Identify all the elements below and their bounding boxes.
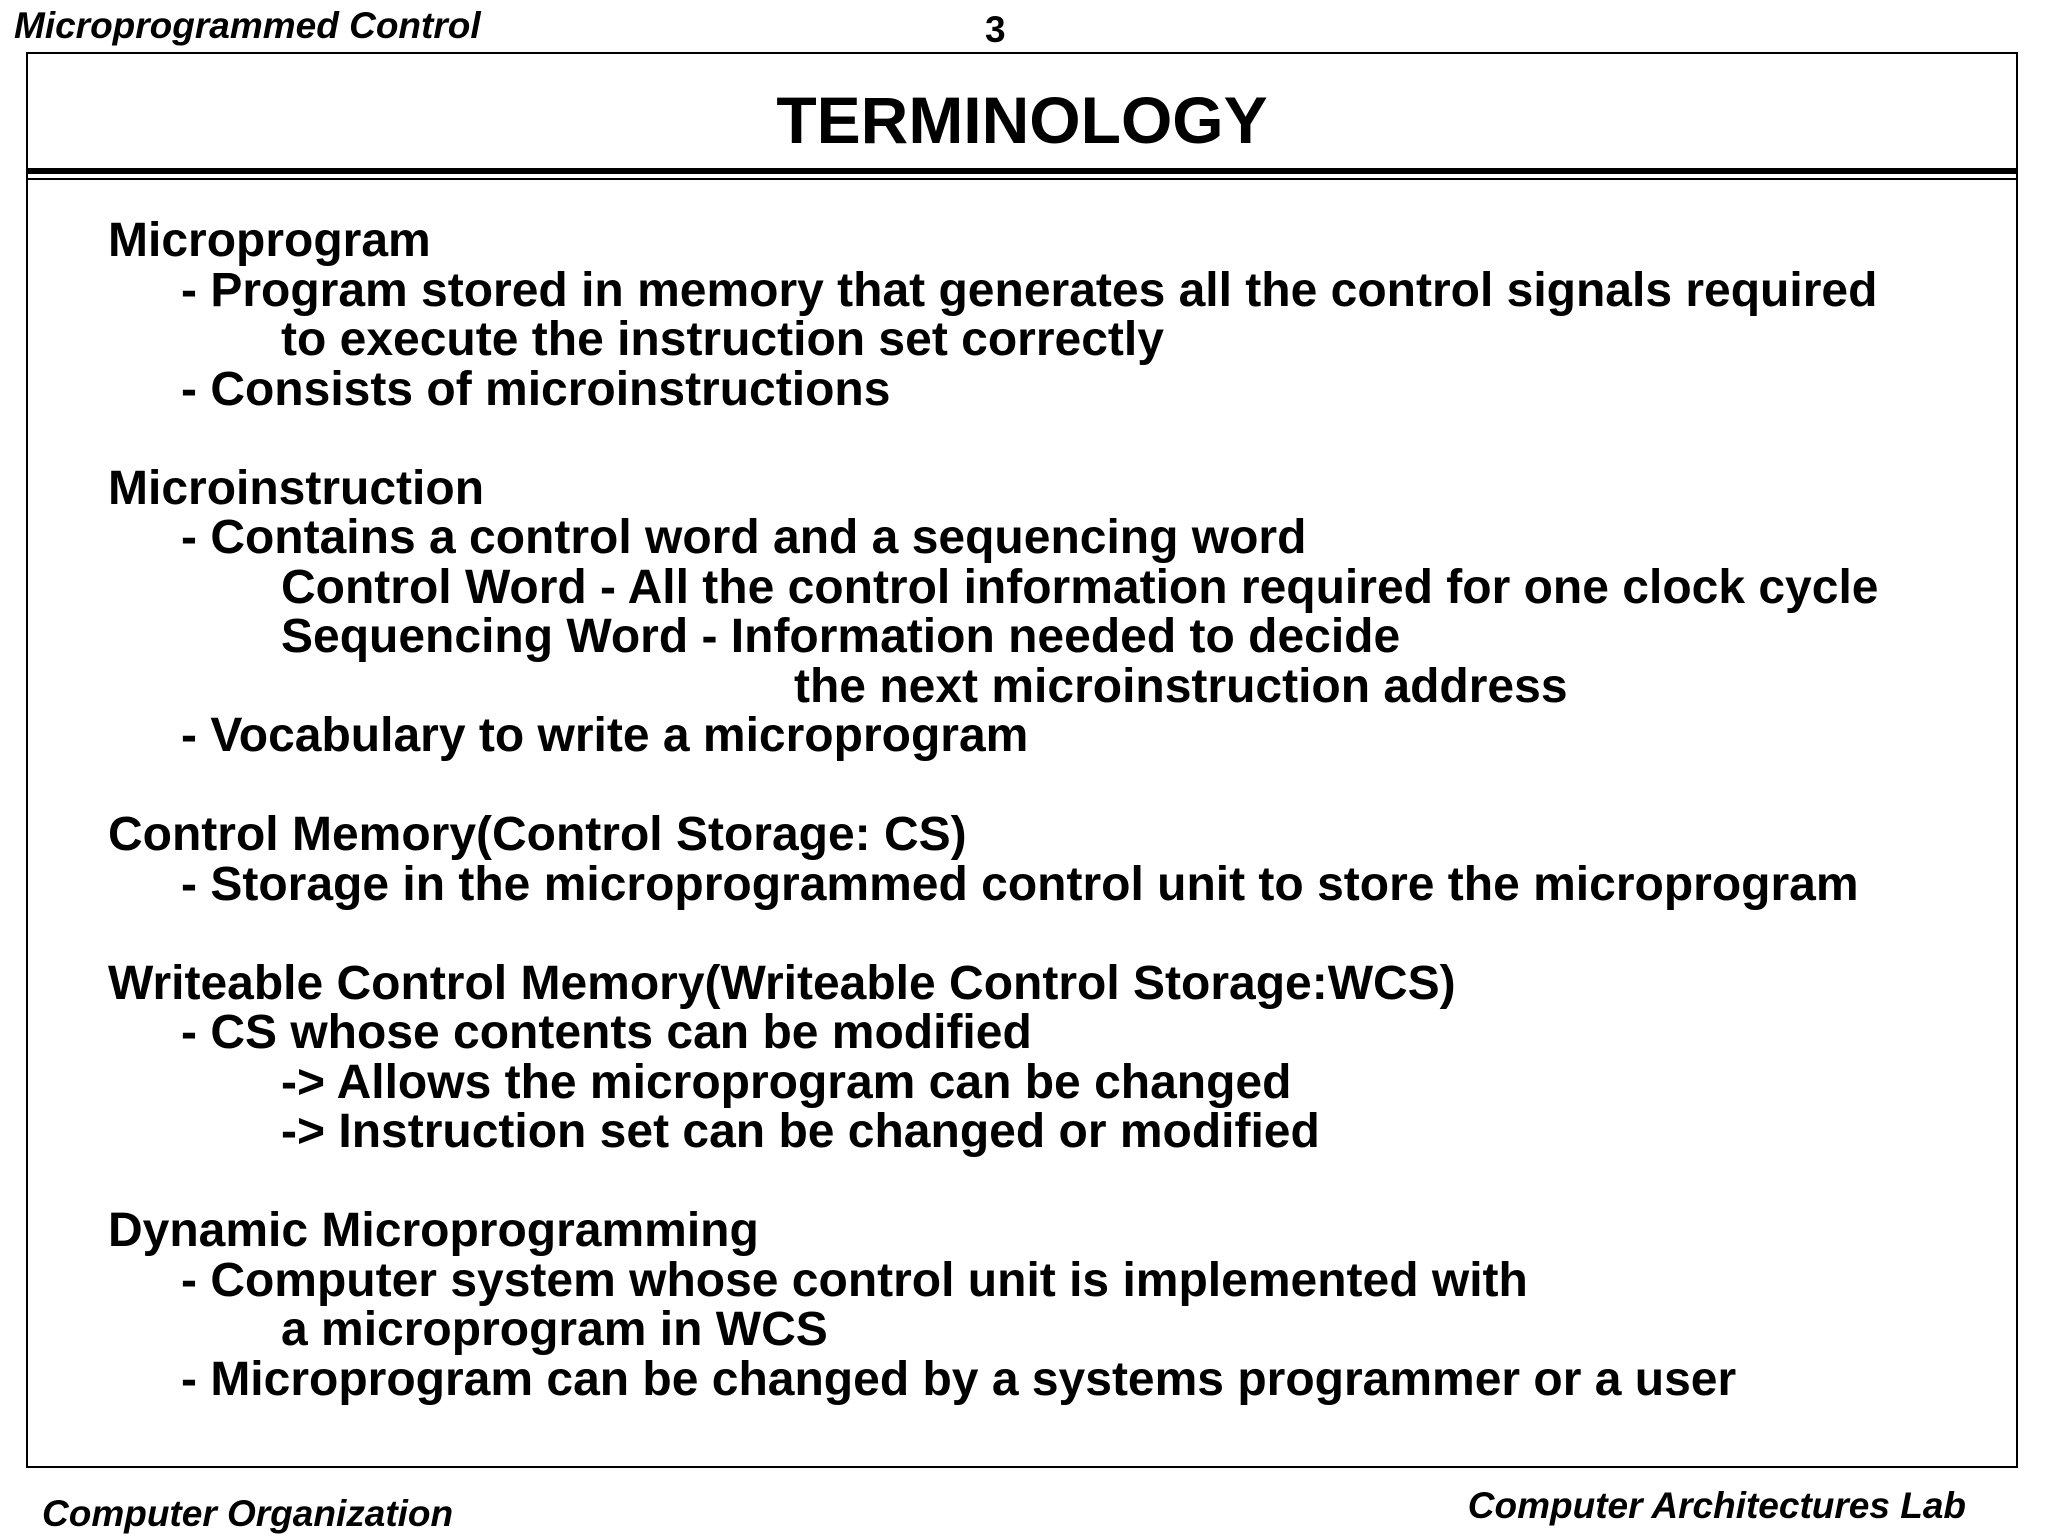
definition-line: - Contains a control word and a sequencing word [181, 511, 1307, 564]
definition-line: Control Word - All the control information required for one clock cycle [281, 560, 1879, 614]
slide-title: TERMINOLOGY [776, 83, 1268, 157]
term-heading: Microprogram [108, 214, 431, 267]
definition-line: Sequencing Word - Information needed to decide [281, 610, 1401, 663]
definition-line: - Microprogram can be changed by a systems programmer or a user [181, 1352, 1737, 1406]
definition-line: to execute the instruction set correctly [281, 313, 1164, 366]
definition-line: - Computer system whose control unit is implemented with [181, 1253, 1528, 1307]
slide-content [108, 216, 2008, 1404]
header-course-title: Microprogrammed Control [14, 5, 481, 46]
spacer [108, 761, 2008, 811]
page-number: 3 [985, 9, 1006, 50]
term-heading: Microinstruction [108, 461, 485, 515]
definition-line: - Storage in the microprogrammed control unit to store the microprogram [181, 857, 1859, 911]
title-rule-thick [28, 168, 2016, 174]
term-heading: Writeable Control Memory(Writeable Control Storage:WCS) [108, 956, 1456, 1010]
term-heading: Control Memory(Control Storage: CS) [108, 808, 967, 861]
definition-line: a microprogram in WCS [281, 1303, 828, 1356]
definition-line: - Consists of microinstructions [181, 362, 891, 416]
definition-line: - CS whose contents can be modified [181, 1006, 1032, 1059]
spacer [108, 1157, 2008, 1207]
footer-right: Computer Architectures Lab [1467, 1485, 1966, 1526]
definition-line: - Program stored in memory that generates all the control signals required [181, 263, 1878, 317]
spacer [108, 909, 2008, 959]
definition-line: -> Instruction set can be changed or modified [281, 1105, 1320, 1158]
definition-line: -> Allows the microprogram can be changed [281, 1055, 1292, 1109]
footer-left: Computer Organization [42, 1493, 454, 1534]
definition-line: the next microinstruction address [794, 659, 1568, 713]
spacer [108, 414, 2008, 464]
term-heading: Dynamic Microprogramming [108, 1204, 759, 1257]
title-rule-thin [28, 178, 2016, 180]
definition-line: - Vocabulary to write a microprogram [181, 709, 1029, 762]
